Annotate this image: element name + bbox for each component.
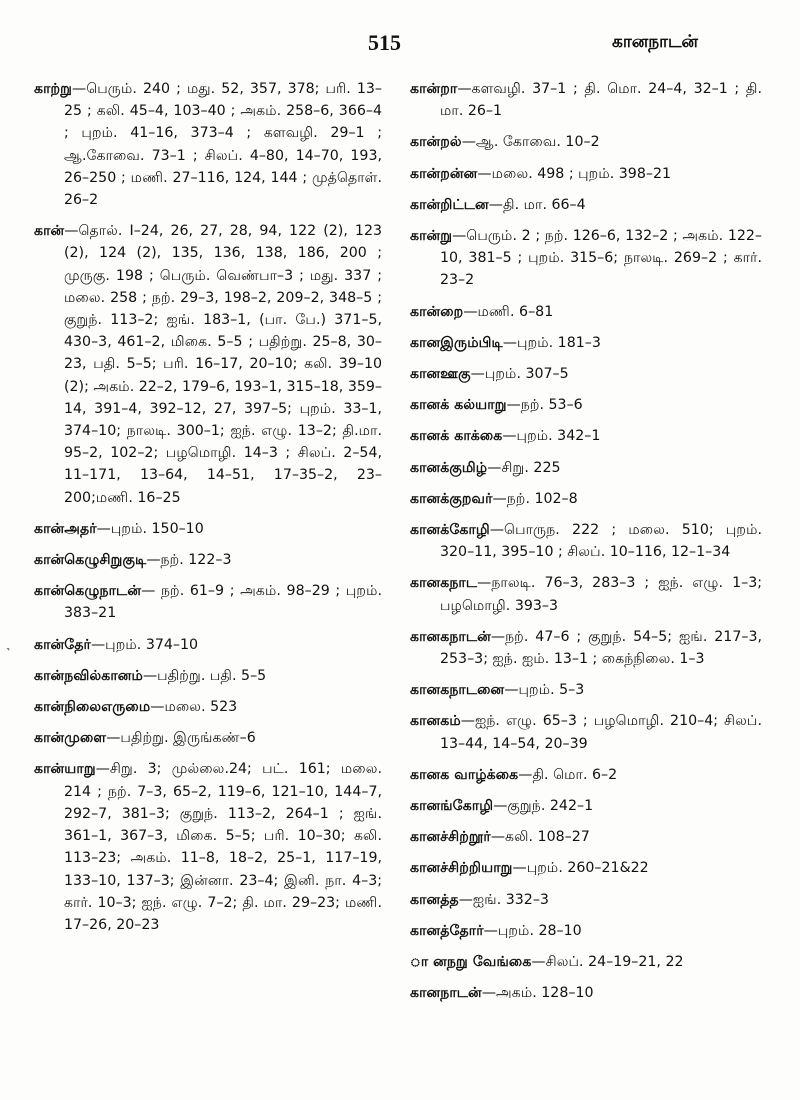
index-entry	[410, 488, 762, 510]
index-entry	[410, 131, 762, 153]
entry-references: —புறம். 307–5	[470, 366, 569, 383]
index-entry	[410, 363, 762, 385]
entry-references: —புறம். 374–10	[90, 636, 199, 653]
entry-references: —புறம். 342–1	[502, 428, 601, 445]
entry-references: —புறம். 260–21&22	[512, 860, 649, 877]
entry-headword: கானங்கோழி	[410, 798, 494, 815]
index-entry	[34, 696, 382, 718]
page-number: 515	[368, 30, 401, 55]
entry-headword: கானகநாட	[410, 575, 478, 592]
entry-headword: கானகநாடன்	[410, 628, 491, 645]
entry-headword: கானத்தோர்	[410, 922, 484, 939]
entry-headword: கானக்கோழி	[410, 522, 490, 539]
running-head: கானநாடன்	[612, 32, 699, 52]
left-column	[34, 78, 382, 945]
entry-references: —புறம். 150–10	[96, 520, 204, 537]
entry-references: —சிறு. 3; முல்லை.24; பட். 161; மலை. 214 ; நற். 7–3, 65–2, 119–6, 121–10, 144–7, 292–7, 381–3; குறுந். 113–2, 264–1 ; ஐங். 361–1, 367–3, மிகை. 5–5; பரி. 10–30; கலி. 113–23; அகம். 11–8, 18–2, 25–1, 117–19, 133–10, 137–3; இன்னா. 23–4; இனி. நா. 4–3; கார். 10–3; ஐந். எழு. 7–2; தி. மா. 29–23; மணி. 17–26, 20–23	[64, 761, 382, 933]
entry-references: —மலை. 498 ; புறம். 398–21	[477, 165, 672, 182]
index-entry	[34, 758, 382, 936]
entry-headword: கான்யாறு	[34, 761, 96, 778]
margin-mark: ˺	[6, 646, 10, 660]
index-entry	[410, 332, 762, 354]
entry-headword: கான்நவில்கானம்	[34, 667, 143, 684]
entry-headword: கான்றை	[410, 303, 464, 320]
entry-references: —பொருந. 222 ; மலை. 510; புறம். 320–11, 395–10 ; சிலப். 10–116, 12–1–34	[440, 522, 762, 561]
entry-references: —குறுந். 242–1	[493, 798, 594, 815]
entry-references: —ஐங். 332–3	[458, 891, 549, 908]
index-entry	[410, 710, 762, 754]
index-entry	[34, 518, 382, 540]
index-entry	[34, 580, 382, 624]
entry-headword: கான்றல்	[410, 134, 462, 151]
entry-references: —தி. மொ. 6–2	[518, 766, 618, 783]
index-entry	[410, 920, 762, 942]
index-entry	[410, 951, 762, 973]
entry-headword: கானக்குறவர்	[410, 490, 493, 507]
index-entry	[34, 634, 382, 656]
index-entry	[410, 764, 762, 786]
entry-references: —நாலடி. 76–3, 283–3 ; ஐந். எழு. 1–3; பழமொழி. 393–3	[440, 575, 762, 614]
entry-references: —ஆ. கோவை. 10–2	[461, 134, 600, 151]
index-entry	[410, 519, 762, 563]
entry-headword: கான்	[34, 223, 65, 240]
entry-headword: கான்கெழுநாடன்	[34, 583, 142, 600]
index-entry	[410, 982, 762, 1004]
entry-headword: கான்றிட்டன	[410, 196, 489, 213]
entry-references: —கலி. 108–27	[490, 829, 590, 846]
entry-references: —நற். 102–8	[492, 490, 578, 507]
index-entry	[410, 163, 762, 185]
index-entry	[410, 425, 762, 447]
entry-headword: கானக் கல்யாறு	[410, 397, 507, 414]
index-entry	[34, 549, 382, 571]
entry-references: —புறம். 181–3	[502, 334, 601, 351]
entry-headword: கான்முளை	[34, 730, 107, 747]
index-entry	[410, 78, 762, 122]
index-entry	[34, 78, 382, 211]
index-entry	[34, 727, 382, 749]
entry-headword: கானத்த	[410, 891, 459, 908]
entry-references: —நற். 53–6	[506, 397, 583, 414]
entry-references: —சிறு. 225	[487, 459, 561, 476]
entry-headword: கானகம்	[410, 713, 461, 730]
entry-references: — நற். 61–9 ; அகம். 98–29 ; புறம். 383–21	[64, 583, 382, 622]
index-entry	[410, 626, 762, 670]
entry-references: —தி. மா. 66–4	[488, 196, 586, 213]
entry-references: —நற். 122–3	[146, 552, 232, 569]
index-entry	[410, 301, 762, 323]
entry-references: —மணி. 6–81	[463, 303, 554, 320]
index-entry	[410, 857, 762, 879]
entry-headword: கானக் காக்கை	[410, 428, 503, 445]
entry-headword: கான்கெழுசிறுகுடி	[34, 552, 147, 569]
entry-headword: கான்அதர்	[34, 520, 97, 537]
entry-headword: கான்தேர்	[34, 636, 91, 653]
index-entry	[34, 220, 382, 509]
entry-references: —புறம். 5–3	[504, 682, 585, 699]
entry-references: —புறம். 28–10	[483, 922, 582, 939]
entry-headword: கானக்குமிழ்	[410, 459, 488, 476]
entry-headword: கானச்சிற்றியாறு	[410, 860, 513, 877]
entry-headword: கானஇரும்பிடி	[410, 334, 503, 351]
entry-references: —நற். 47–6 ; குறுந். 54–5; ஐங். 217–3, 253–3; ஐந். ஐம். 13–1 ; கைந்நிலை. 1–3	[440, 628, 762, 668]
entry-headword: கானஊகு	[410, 366, 471, 383]
index-entry	[410, 572, 762, 616]
entry-references: —பெரும். 240 ; மது. 52, 357, 378; பரி. 13–25 ; கலி. 45–4, 103–40 ; அகம். 258–6, 366–4 ; புறம். 41–16, 373–4 ; களவழி. 29–1 ; ஆ.கோவை. 73–1 ; சிலப். 4–80, 14–70, 193, 26–250 ; மணி. 27–116, 124, 144 ; முத்தொள். 26–2	[64, 81, 382, 209]
right-column	[410, 78, 762, 1014]
entry-references: —மலை. 523	[150, 699, 238, 716]
index-entry	[410, 394, 762, 416]
entry-headword: கான்நிலைஎருமை	[34, 699, 151, 716]
entry-references: —அகம். 128–10	[481, 985, 594, 1002]
index-entry	[410, 889, 762, 911]
entry-headword: கானநாடன்	[410, 985, 482, 1002]
entry-headword: கானக வாழ்க்கை	[410, 766, 519, 783]
entry-headword: ா னநறு வேங்கை	[410, 954, 532, 971]
index-entry	[410, 795, 762, 817]
entry-headword: கான்றன்ன	[410, 165, 478, 182]
entry-references: —களவழி. 37–1 ; தி. மொ. 24–4, 32–1 ; தி. மா. 26–1	[440, 81, 762, 120]
entry-headword: கானச்சிற்றூர்	[410, 829, 491, 846]
entry-references: —ஐந். எழு. 65–3 ; பழமொழி. 210–4; சிலப். 13–44, 14–54, 20–39	[440, 713, 762, 752]
entry-references: —சிலப். 24–19–21, 22	[531, 954, 684, 971]
index-entry	[410, 826, 762, 848]
entry-references: —பதிற்று. பதி. 5–5	[142, 667, 267, 684]
entry-references: —பதிற்று. இருங்கண்–6	[106, 730, 256, 747]
index-entry	[410, 457, 762, 479]
index-entry	[410, 679, 762, 701]
entry-headword: காற்று	[34, 81, 73, 97]
index-entry	[410, 194, 762, 216]
index-entry	[34, 665, 382, 687]
entry-references: —தொல். I–24, 26, 27, 28, 94, 122 (2), 123 (2), 124 (2), 135, 136, 138, 186, 200 ; முருகு. 198 ; பெரும். வெண்பா–3 ; மது. 337 ; மலை. 258 ; நற். 29–3, 198–2, 209–2, 348–5 ; குறுந். 113–2; ஐங். 183–1, (பா. பே.) 371–5, 430–3, 461–2, மிகை. 5–5 ; பதிற்று. 25–8, 30–23, பதி. 5–5; பரி. 16–17, 20–10; கலி. 39–10 (2); அகம். 22–2, 179–6, 193–1, 315–18, 359–14, 391–4, 392–12, 27, 397–5; புறம். 33–1, 374–10; நாலடி. 300–1; ஐந். எழு. 13–2; தி.மா. 95–2, 102–2; பழமொழி. 14–3 ; சிலப். 2–54, 11–171, 13–64, 14–51, 17–35–2, 23–200;மணி. 16–25	[64, 223, 382, 506]
entry-headword: கான்று	[410, 228, 453, 245]
index-entry	[410, 225, 762, 292]
entry-references: —பெரும். 2 ; நற். 126–6, 132–2 ; அகம். 122–10, 381–5 ; புறம். 315–6; நாலடி. 269–2 ; கார். 23–2	[440, 228, 762, 289]
entry-headword: கான்றா	[410, 81, 458, 97]
entry-headword: கானகநாடனை	[410, 682, 505, 699]
